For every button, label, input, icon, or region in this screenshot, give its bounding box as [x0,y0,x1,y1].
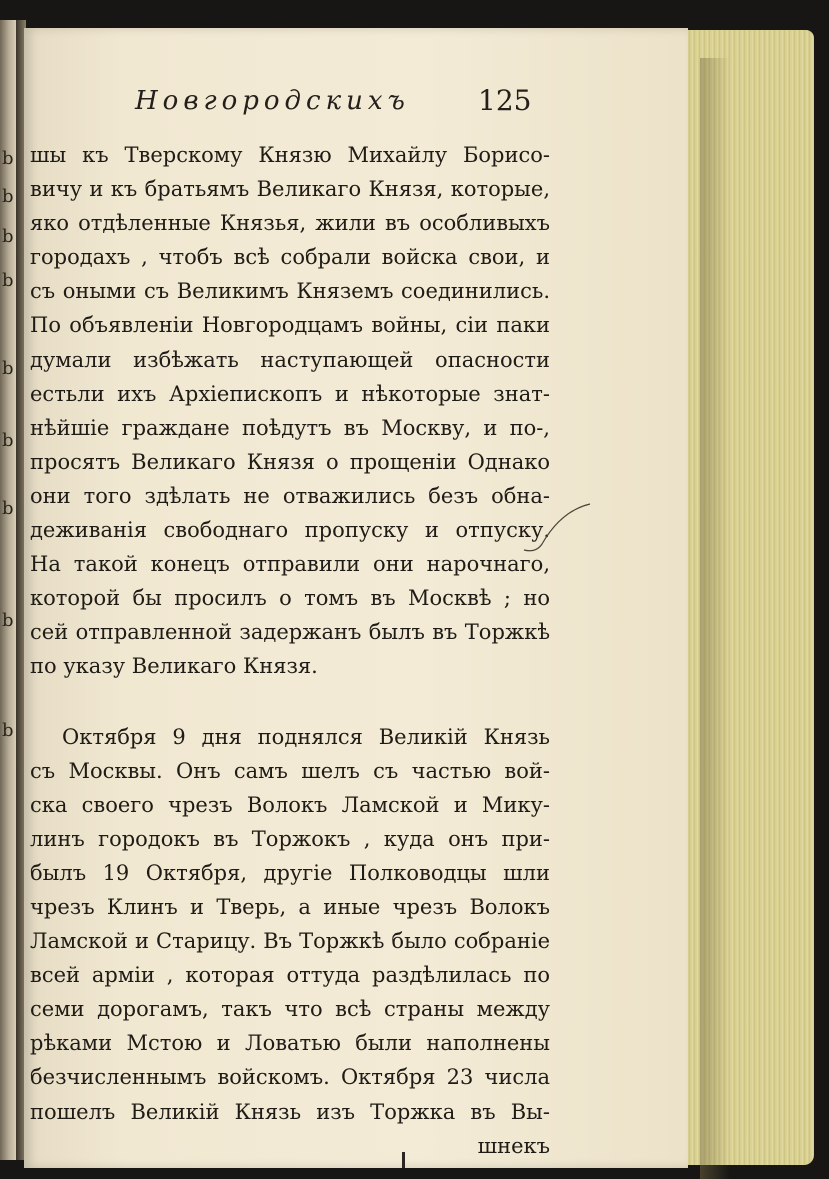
text-line: пошелъ Великій Князь изъ Торжка въ Вы- [30,1099,550,1124]
text-line: шы къ Тверскому Князю Михайлу Борисо- [30,143,550,167]
text-line: ска своего чрезъ Волокъ Ламской и Мику- [30,792,550,817]
text-line: безчисленнымъ войскомъ. Октября 23 числа [30,1065,550,1090]
text-line: семи дорогамъ, такъ что всѣ страны между [30,997,550,1022]
text-line: по указу Великаго Князя. [30,654,318,679]
text-line: Октября 9 дня поднялся Великій Князь [62,724,550,749]
text-line: которой бы просилъ о томъ въ Москвѣ ; но [30,586,550,611]
text-line: естьли ихъ Архіепископъ и нѣкоторые знат- [30,381,550,406]
facing-page-glyph: b [2,720,14,741]
page-block-edge [676,30,814,1165]
text-line: нѣйшіе граждане поѣдутъ въ Москву, и по-, [30,415,550,440]
paragraph-1 [30,138,550,684]
text-line: сей отправленной задержанъ былъ въ Торжкѣ [30,620,550,645]
catchword: шнекъ [477,1133,550,1158]
text-line: чрезъ Клинъ и Тверь, а иные чрезъ Волокъ [30,894,550,919]
running-head: Новгородскихъ [135,86,410,116]
text-line: Ламской и Старицу. Въ Торжкѣ было собраніе [30,929,550,954]
text-line: они того здѣлать не отважились безъ обна- [30,483,550,508]
text-line: городахъ , чтобъ всѣ собрали войска свои, и [30,245,550,270]
facing-page-glyph: b [2,358,14,379]
text-line: деживанія свободнаго пропуску и отпуску. [30,518,550,543]
text-line: съ Москвы. Онъ самъ шелъ съ частью вой- [30,758,550,783]
text-line: яко отдѣленные Князья, жили въ особливыхъ [30,211,550,236]
facing-page-edge [0,20,16,1160]
text-line: рѣками Мстою и Ловатью были наполнены [30,1031,550,1056]
text-line: вичу и къ братьямъ Великаго Князя, которые, [30,177,550,202]
facing-page-glyph: b [2,226,14,247]
text-line: всей арміи , которая оттуда раздѣлилась по [30,963,550,988]
text-line: думали избѣжать наступающей опасности [30,347,550,372]
facing-page-glyph: b [2,610,14,631]
text-line: На такой конецъ отправили они нарочнаго, [30,552,550,577]
page-text [30,138,550,1163]
text-line: просятъ Великаго Князя о прощеніи Однако [30,449,550,474]
page-number: 125 [478,84,532,117]
facing-page-glyph: b [2,270,14,291]
text-line: По объявленіи Новгородцамъ войны, сіи паки [30,313,550,338]
text-line: былъ 19 Октября, другіе Полководцы шли [30,860,550,885]
page-bottom-mark [402,1152,405,1168]
facing-page-glyph: b [2,148,14,169]
facing-page-glyph: b [2,186,14,207]
facing-page-glyph: b [2,430,14,451]
paragraph-2 [30,720,550,1163]
facing-page-glyph: b [2,498,14,519]
pencil-margin-mark [520,500,600,560]
text-line: съ оными съ Великимъ Княземъ соединились. [30,279,550,304]
text-line: линъ городокъ въ Торжокъ , куда онъ при- [30,826,550,851]
